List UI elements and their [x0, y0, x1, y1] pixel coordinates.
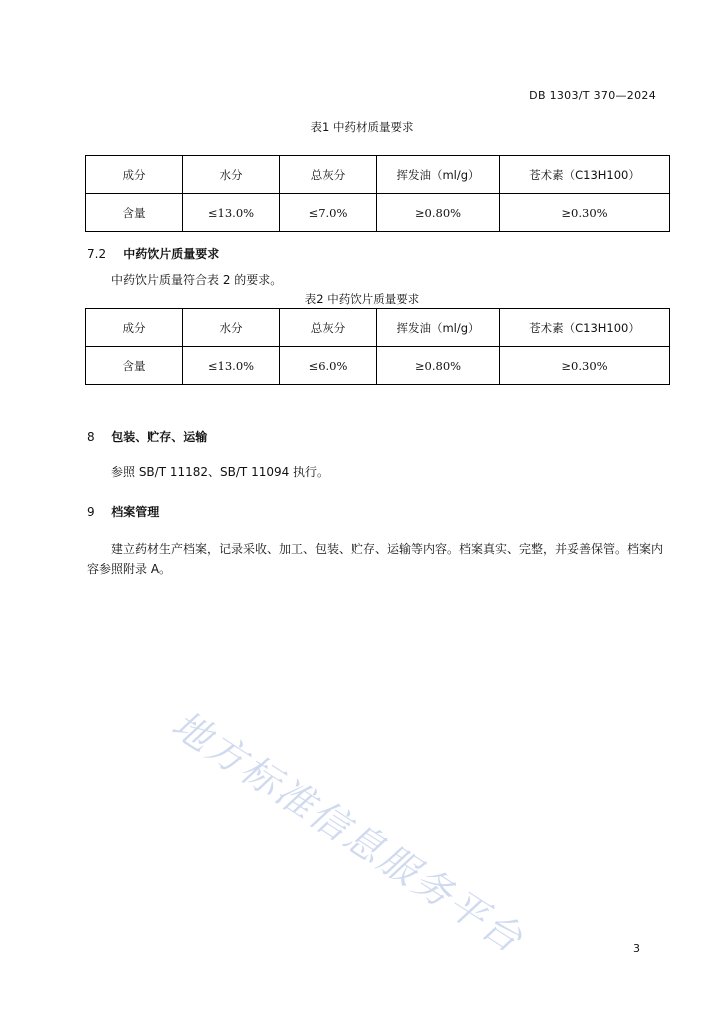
section-title: 中药饮片质量要求 [123, 247, 220, 261]
table2-caption: 表2 中药饮片质量要求 [304, 292, 420, 306]
table2-header-cell: 苍术素（C13H100） [500, 309, 670, 347]
table2 [85, 308, 670, 385]
section-number: 8 [87, 430, 95, 444]
section-9-heading [87, 503, 159, 520]
table1-data-row [86, 194, 670, 232]
table1-header-cell: 总灰分 [280, 156, 377, 194]
table2-header-cell: 成分 [86, 309, 183, 347]
table2-cell: ≤6.0% [280, 347, 377, 385]
table2-cell: ≤13.0% [183, 347, 280, 385]
table1-header-cell: 水分 [183, 156, 280, 194]
table1-cell: ≥0.30% [500, 194, 670, 232]
section-8-text: 参照 SB/T 11182、SB/T 11094 执行。 [111, 465, 330, 479]
table2-header-row [86, 309, 670, 347]
section-number: 7.2 [87, 247, 107, 261]
table1-cell: ≥0.80% [377, 194, 500, 232]
document-code: DB 1303/T 370—2024 [529, 89, 656, 102]
table2-cell: ≥0.30% [500, 347, 670, 385]
table1-header-cell: 挥发油（ml/g） [377, 156, 500, 194]
table1-cell: ≤7.0% [280, 194, 377, 232]
section-title: 档案管理 [111, 505, 160, 519]
table2-cell: 含量 [86, 347, 183, 385]
watermark: 地方标准信息服务平台 [164, 701, 532, 963]
table1-header-cell: 成分 [86, 156, 183, 194]
section-9-text: 建立药材生产档案，记录采收、加工、包装、贮存、运输等内容。档案真实、完整，并妥善保管。档案内容参照附录 A。 [87, 542, 664, 576]
table1 [85, 155, 670, 232]
section-8-heading [87, 428, 207, 445]
page-number: 3 [633, 942, 640, 955]
section-title: 包装、贮存、运输 [111, 430, 208, 444]
table1-header-cell: 苍术素（C13H100） [500, 156, 670, 194]
table2-header-cell: 总灰分 [280, 309, 377, 347]
section-number: 9 [87, 505, 95, 519]
table2-header-cell: 挥发油（ml/g） [377, 309, 500, 347]
section-7-2-text: 中药饮片质量符合表 2 的要求。 [111, 273, 283, 287]
table2-cell: ≥0.80% [377, 347, 500, 385]
table1-header-row [86, 156, 670, 194]
table1-caption: 表1 中药材质量要求 [310, 120, 414, 134]
table1-cell: ≤13.0% [183, 194, 280, 232]
section-7-2-heading [87, 245, 219, 262]
table2-data-row [86, 347, 670, 385]
table1-cell: 含量 [86, 194, 183, 232]
table2-header-cell: 水分 [183, 309, 280, 347]
